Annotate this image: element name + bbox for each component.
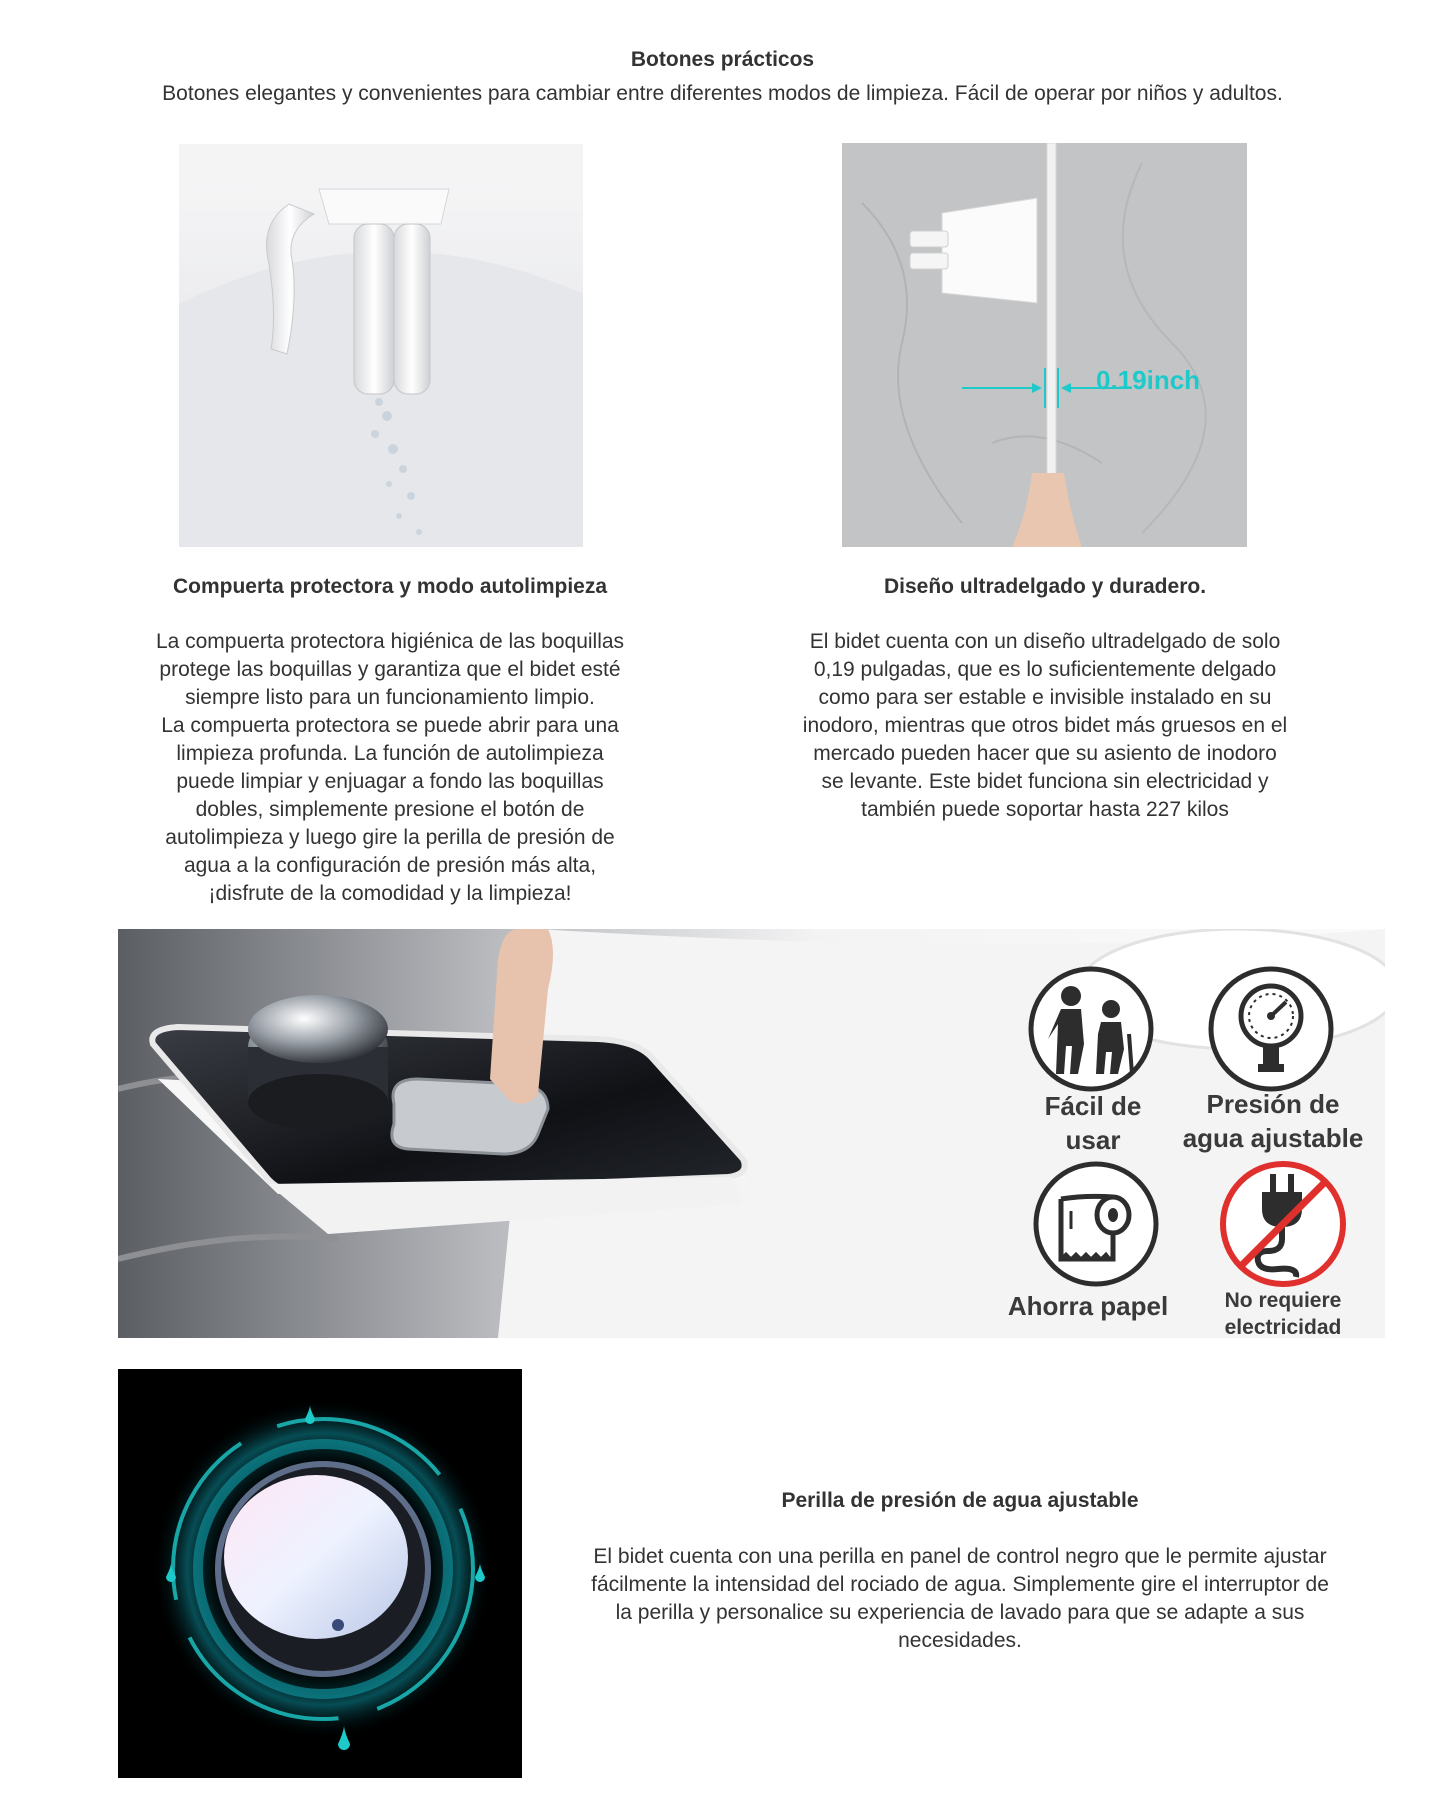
toilet-paper-icon bbox=[1031, 1159, 1161, 1289]
text-line: El bidet cuenta con una perilla en panel de control negro que le permite ajustar bbox=[593, 1545, 1327, 1568]
feature-label-easy: Fácil de usar bbox=[1044, 1091, 1142, 1155]
section-title-gate: Compuerta protectora y modo autolimpieza bbox=[172, 575, 608, 598]
text-line: La compuerta protectora se puede abrir para una bbox=[161, 714, 619, 737]
text-line: limpieza profunda. La función de autolimpieza bbox=[176, 742, 604, 765]
nozzle-photo bbox=[179, 144, 583, 547]
thin-profile-photo bbox=[842, 143, 1247, 547]
text-line: fácilmente la intensidad del rociado de agua. Simplemente gire el interruptor de bbox=[591, 1573, 1329, 1596]
text-line: dobles, simplemente presione el botón de bbox=[195, 798, 585, 821]
text-line: la perilla y personalice su experiencia de lavado para que se adapte a sus bbox=[615, 1601, 1305, 1624]
control-panel-banner bbox=[118, 929, 1385, 1338]
pressure-knob-photo bbox=[118, 1369, 522, 1778]
section-title-buttons: Botones prácticos bbox=[630, 48, 815, 71]
section-text-knob bbox=[545, 1543, 1375, 1655]
text-line: protege las boquillas y garantiza que el bidet esté bbox=[159, 658, 621, 681]
text-line: ¡disfrute de la comodidad y la limpieza! bbox=[208, 882, 572, 905]
feature-label-paper: Ahorra papel bbox=[1007, 1291, 1169, 1321]
text-line: como para ser estable e invisible instalado en su bbox=[818, 686, 1272, 709]
text-line: inodoro, mientras que otros bidet más gruesos en el bbox=[802, 714, 1288, 737]
text-line: El bidet cuenta con un diseño ultradelgado de solo bbox=[809, 630, 1281, 653]
text-line: también puede soportar hasta 227 kilos bbox=[861, 798, 1229, 821]
text-line: siempre listo para un funcionamiento limpio. bbox=[185, 686, 595, 709]
feature-label-no-power: No requiere electricidad bbox=[1224, 1289, 1342, 1338]
no-electricity-icon bbox=[1218, 1159, 1348, 1289]
text-line: La compuerta protectora higiénica de las boquillas bbox=[155, 630, 625, 653]
text-line: mercado pueden hacer que su asiento de inodoro bbox=[813, 742, 1277, 765]
section-text-gate bbox=[110, 628, 670, 908]
text-line: 0,19 pulgadas, que es lo suficientemente delgado bbox=[813, 658, 1277, 681]
thickness-label: 0.19inch bbox=[1096, 365, 1201, 395]
pressure-gauge-icon bbox=[1206, 964, 1336, 1094]
text-line: se levante. Este bidet funciona sin electricidad y bbox=[821, 770, 1269, 793]
text-line: autolimpieza y luego gire la perilla de presión de bbox=[165, 826, 615, 849]
section-title-knob: Perilla de presión de agua ajustable bbox=[781, 1489, 1139, 1512]
section-title-slim: Diseño ultradelgado y duradero. bbox=[883, 575, 1207, 598]
section-text-slim bbox=[765, 628, 1325, 824]
text-line: puede limpiar y enjuagar a fondo las boquillas bbox=[176, 770, 604, 793]
text-line: agua a la configuración de presión más alta, bbox=[183, 854, 597, 877]
feature-label-pressure: Presión de agua ajustable bbox=[1182, 1089, 1364, 1153]
section-subtitle-buttons: Botones elegantes y convenientes para cambiar entre diferentes modos de limpieza. Fácil de operar por niños y adultos. bbox=[162, 82, 1283, 105]
easy-use-icon bbox=[1026, 964, 1156, 1094]
text-line: necesidades. bbox=[898, 1629, 1022, 1652]
